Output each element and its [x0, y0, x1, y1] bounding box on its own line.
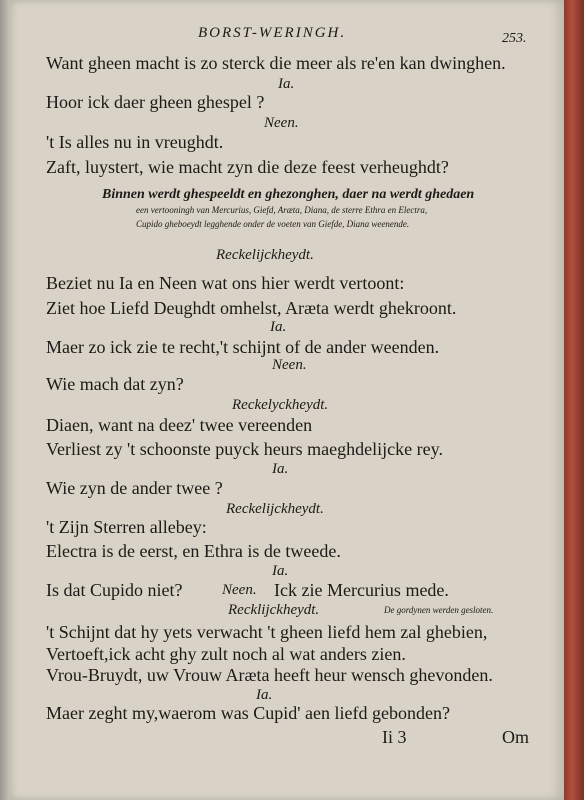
previous-page-edge — [0, 0, 10, 800]
verse-line: Beziet nu Ia en Neen wat ons hier werdt vertoont: — [46, 273, 405, 293]
verse-line: Wie zyn de ander twee ? — [46, 478, 223, 498]
catchword: Om — [502, 727, 529, 747]
verse-line: 't Schijnt dat hy yets verwacht 't gheen liefd hem zal ghebien, — [46, 622, 488, 642]
running-title: BORST-WERINGH. — [198, 25, 347, 41]
speaker-name: Reckelijckheydt. — [216, 247, 314, 263]
verse-line: Zaft, luystert, wie macht zyn die deze feest verheughdt? — [46, 157, 449, 177]
speaker-name: Ia. — [272, 461, 289, 477]
stage-direction: Binnen werdt ghespeeldt en ghezonghen, daer na werdt ghedaen — [102, 187, 475, 202]
verse-line: Maer zeght my,waerom was Cupid' aen liefd gebonden? — [46, 703, 450, 723]
verse-line: Diaen, want na deez' twee vereenden — [46, 415, 313, 435]
speaker-name: Recklijckheydt. — [228, 602, 320, 618]
verse-line: Verliest zy 't schoonste puyck heurs maeghdelijcke rey. — [46, 439, 443, 459]
speaker-name: Neen. — [222, 582, 257, 598]
page — [10, 0, 564, 800]
speaker-name: Ia. — [256, 687, 273, 703]
speaker-name: Reckelijckheydt. — [226, 501, 324, 517]
speaker-name: Neen. — [264, 115, 299, 131]
verse-line: Ick zie Mercurius mede. — [274, 580, 449, 600]
speaker-name: Ia. — [272, 563, 289, 579]
book-edge — [564, 0, 584, 800]
verse-line: 't Is alles nu in vreughdt. — [46, 132, 224, 152]
verse-line: Electra is de eerst, en Ethra is de tweede. — [46, 541, 341, 561]
speaker-name: Reckelyckheydt. — [232, 397, 329, 413]
verse-line: Vertoeft,ick acht ghy zult noch al wat anders zien. — [46, 644, 406, 664]
verse-line: Want gheen macht is zo sterck die meer als re'en kan dwinghen. — [46, 53, 506, 73]
stage-direction: De gordynen werden gesloten. — [384, 605, 494, 615]
verse-line: 't Zijn Sterren allebey: — [46, 517, 207, 537]
speaker-name: Neen. — [272, 357, 307, 373]
speaker-name: Ia. — [278, 76, 295, 92]
stage-direction: een vertooningh van Mercurius, Giefd, Aræta, Diana, de sterre Ethra en Electra, — [136, 205, 428, 215]
signature-mark: Ii 3 — [382, 727, 407, 747]
speaker-name: Ia. — [270, 319, 287, 335]
verse-line: Maer zo ick zie te recht,'t schijnt of de ander weenden. — [46, 337, 440, 357]
stage-direction: Cupido gheboeydt legghende onder de voeten van Giefde, Diana weenende. — [136, 219, 410, 229]
verse-line: Hoor ick daer gheen ghespel ? — [46, 92, 265, 112]
page-number: 253. — [502, 31, 527, 46]
verse-line: Is dat Cupido niet? — [46, 580, 183, 600]
verse-line: Vrou-Bruydt, uw Vrouw Aræta heeft heur wensch ghevonden. — [46, 665, 493, 685]
verse-line: Ziet hoe Liefd Deughdt omhelst, Aræta werdt ghekroont. — [46, 298, 457, 318]
verse-line: Wie mach dat zyn? — [46, 374, 184, 394]
